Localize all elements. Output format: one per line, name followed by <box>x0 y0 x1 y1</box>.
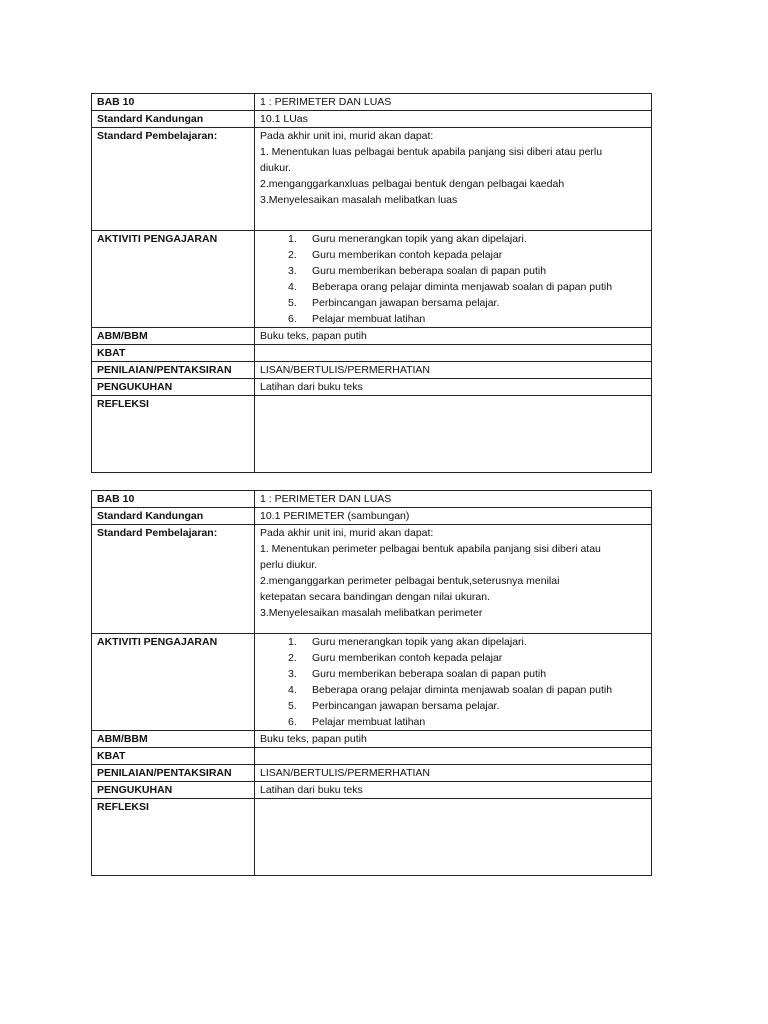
activity-list <box>260 231 646 327</box>
pengukuhan-value: Latihan dari buku teks <box>255 379 652 396</box>
activity-text: Perbincangan jawapan bersama pelajar. <box>312 700 500 712</box>
standard-pembelajaran-value <box>255 525 652 634</box>
row-standard-pembelajaran <box>92 525 652 634</box>
aktiviti-label: AKTIVITI PENGAJARAN <box>92 231 255 328</box>
activity-text: Guru memberikan beberapa soalan di papan putih <box>312 265 547 277</box>
row-abm-bbm <box>92 328 652 345</box>
row-kbat <box>92 748 652 765</box>
activity-number: 3. <box>288 668 297 680</box>
activity-item <box>260 263 646 279</box>
objective-line: Pada akhir unit ini, murid akan dapat: <box>260 527 434 539</box>
kbat-value <box>255 748 652 765</box>
activity-text: Perbincangan jawapan bersama pelajar. <box>312 297 500 309</box>
penilaian-label: PENILAIAN/PENTAKSIRAN <box>92 765 255 782</box>
activity-text: Pelajar membuat latihan <box>312 313 426 325</box>
pengukuhan-value: Latihan dari buku teks <box>255 782 652 799</box>
activity-item <box>260 231 646 247</box>
row-kbat <box>92 345 652 362</box>
row-refleksi <box>92 396 652 473</box>
standard-kandungan-value: 10.1 LUas <box>255 111 652 128</box>
abm-value: Buku teks, papan putih <box>255 328 652 345</box>
standard-kandungan-label: Standard Kandungan <box>92 508 255 525</box>
kbat-value <box>255 345 652 362</box>
activity-number: 3. <box>288 265 297 277</box>
refleksi-label: REFLEKSI <box>92 799 255 876</box>
bab-label: BAB 10 <box>92 491 255 508</box>
row-pengukuhan <box>92 782 652 799</box>
refleksi-label: REFLEKSI <box>92 396 255 473</box>
activity-number: 1. <box>288 233 297 245</box>
row-bab <box>92 491 652 508</box>
row-standard-kandungan <box>92 508 652 525</box>
objective-line: perlu diukur. <box>260 559 318 571</box>
row-penilaian <box>92 765 652 782</box>
standard-pembelajaran-value <box>255 128 652 231</box>
bab-value: 1 : PERIMETER DAN LUAS <box>255 491 652 508</box>
refleksi-value <box>255 396 652 473</box>
activity-text: Guru memberikan contoh kepada pelajar <box>312 652 503 664</box>
activity-list <box>260 634 646 730</box>
abm-label: ABM/BBM <box>92 328 255 345</box>
kbat-label: KBAT <box>92 748 255 765</box>
penilaian-label: PENILAIAN/PENTAKSIRAN <box>92 362 255 379</box>
lesson-plan-table-perimeter <box>91 490 652 876</box>
activity-number: 1. <box>288 636 297 648</box>
activity-item <box>260 714 646 730</box>
activity-item <box>260 295 646 311</box>
activity-number: 2. <box>288 652 297 664</box>
objective-line: diukur. <box>260 162 291 174</box>
standard-pembelajaran-label: Standard Pembelajaran: <box>92 525 255 634</box>
activity-item <box>260 666 646 682</box>
lesson-plan-table-luas <box>91 93 652 473</box>
objective-line: Pada akhir unit ini, murid akan dapat: <box>260 130 434 142</box>
bab-label: BAB 10 <box>92 94 255 111</box>
activity-number: 5. <box>288 297 297 309</box>
objective-line: 3.Menyelesaikan masalah melibatkan perimeter <box>260 607 483 619</box>
activity-number: 4. <box>288 684 297 696</box>
activity-item <box>260 682 646 698</box>
aktiviti-value <box>255 231 652 328</box>
bab-value: 1 : PERIMETER DAN LUAS <box>255 94 652 111</box>
activity-item <box>260 650 646 666</box>
activity-text: Beberapa orang pelajar diminta menjawab soalan di papan putih <box>312 684 613 696</box>
activity-item <box>260 698 646 714</box>
abm-value: Buku teks, papan putih <box>255 731 652 748</box>
aktiviti-value <box>255 634 652 731</box>
aktiviti-label: AKTIVITI PENGAJARAN <box>92 634 255 731</box>
standard-kandungan-value: 10.1 PERIMETER (sambungan) <box>255 508 652 525</box>
pengukuhan-label: PENGUKUHAN <box>92 379 255 396</box>
activity-number: 2. <box>288 249 297 261</box>
activity-text: Pelajar membuat latihan <box>312 716 426 728</box>
activity-item <box>260 279 646 295</box>
activity-item <box>260 311 646 327</box>
row-abm-bbm <box>92 731 652 748</box>
row-standard-pembelajaran <box>92 128 652 231</box>
activity-text: Beberapa orang pelajar diminta menjawab soalan di papan putih <box>312 281 613 293</box>
activity-item <box>260 634 646 650</box>
pengukuhan-label: PENGUKUHAN <box>92 782 255 799</box>
activity-number: 6. <box>288 313 297 325</box>
penilaian-value: LISAN/BERTULIS/PERMERHATIAN <box>255 765 652 782</box>
activity-text: Guru menerangkan topik yang akan dipelajari. <box>312 636 527 648</box>
objective-line: 2.menganggarkan perimeter pelbagai bentuk,seterusnya menilai <box>260 575 560 587</box>
row-bab <box>92 94 652 111</box>
objective-line: 1. Menentukan luas pelbagai bentuk apabila panjang sisi diberi atau perlu <box>260 146 603 158</box>
objective-line: 1. Menentukan perimeter pelbagai bentuk apabila panjang sisi diberi atau <box>260 543 601 555</box>
standard-kandungan-label: Standard Kandungan <box>92 111 255 128</box>
activity-number: 6. <box>288 716 297 728</box>
penilaian-value: LISAN/BERTULIS/PERMERHATIAN <box>255 362 652 379</box>
activity-text: Guru memberikan contoh kepada pelajar <box>312 249 503 261</box>
activity-number: 5. <box>288 700 297 712</box>
row-pengukuhan <box>92 379 652 396</box>
activity-number: 4. <box>288 281 297 293</box>
refleksi-value <box>255 799 652 876</box>
row-standard-kandungan <box>92 111 652 128</box>
row-aktiviti-pengajaran <box>92 634 652 731</box>
abm-label: ABM/BBM <box>92 731 255 748</box>
activity-text: Guru memberikan beberapa soalan di papan putih <box>312 668 547 680</box>
row-penilaian <box>92 362 652 379</box>
objective-line: 2.menganggarkanxluas pelbagai bentuk dengan pelbagai kaedah <box>260 178 565 190</box>
row-refleksi <box>92 799 652 876</box>
objective-line: 3.Menyelesaikan masalah melibatkan luas <box>260 194 458 206</box>
kbat-label: KBAT <box>92 345 255 362</box>
row-aktiviti-pengajaran <box>92 231 652 328</box>
activity-item <box>260 247 646 263</box>
activity-text: Guru menerangkan topik yang akan dipelajari. <box>312 233 527 245</box>
standard-pembelajaran-label: Standard Pembelajaran: <box>92 128 255 231</box>
objective-line: ketepatan secara bandingan dengan nilai ukuran. <box>260 591 491 603</box>
